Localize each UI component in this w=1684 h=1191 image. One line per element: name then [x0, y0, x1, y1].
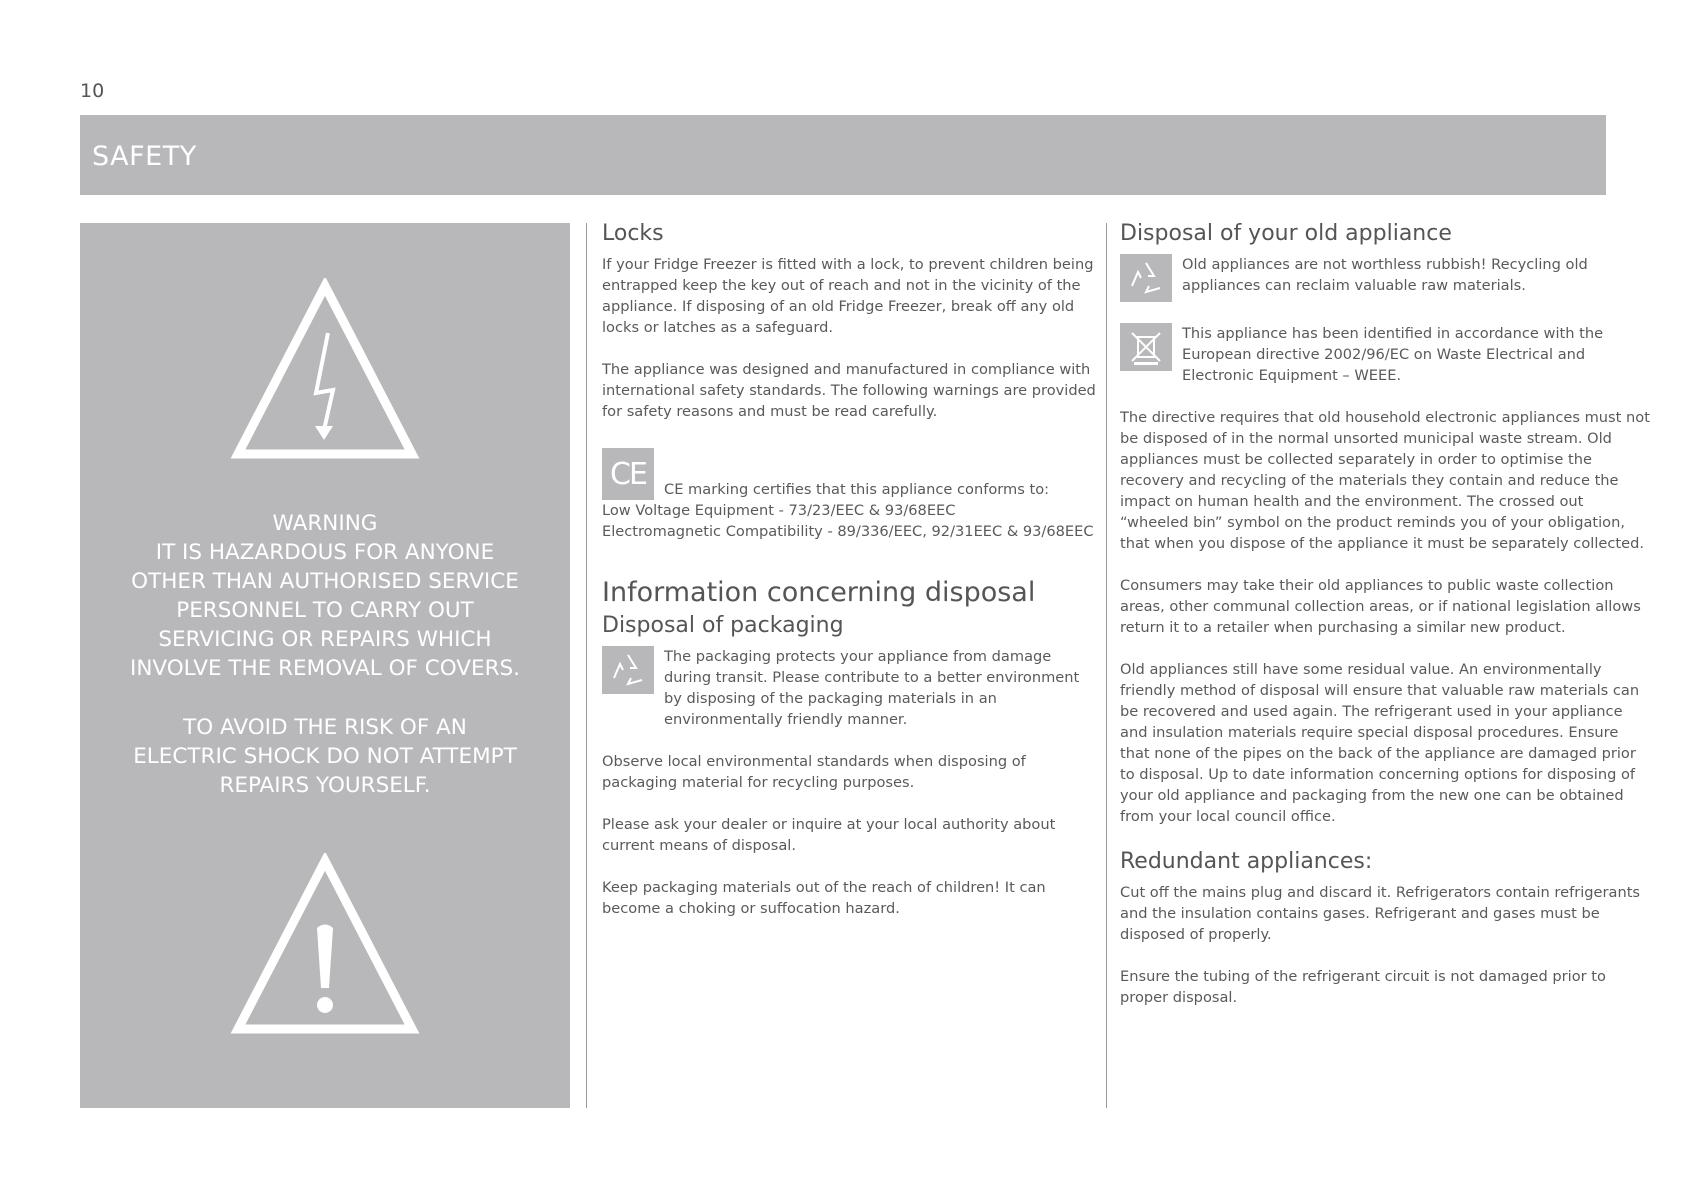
packaging-row — [602, 646, 1100, 730]
redundant-heading: Redundant appliances: — [1120, 849, 1373, 874]
shock-line: TO AVOID THE RISK OF AN — [183, 715, 467, 740]
ce-section — [602, 448, 1100, 542]
column-divider — [586, 223, 587, 1108]
recycle-icon — [1120, 254, 1172, 302]
disposal-heading: Information concerning disposal — [602, 577, 1036, 608]
keep-text: Keep packaging materials out of the reach of children! It can become a choking or suffocation hazard. — [602, 879, 1046, 917]
column-divider — [1106, 223, 1107, 1108]
section-header-band — [80, 115, 1606, 195]
ce-emc: Electromagnetic Compatibility - 89/336/EEC, 92/31EEC & 93/68EEC — [602, 523, 1094, 540]
weee-text: This appliance has been identified in accordance with the European directive 2002/96/EC on Waste Electrical and Electronic Equipment – WEEE. — [1182, 325, 1604, 384]
shock-line: REPAIRS YOURSELF. — [219, 773, 431, 798]
packaging-heading: Disposal of packaging — [602, 613, 844, 638]
warning-panel — [80, 223, 570, 1108]
old-appliance-row — [1120, 254, 1650, 302]
recycle-icon — [602, 646, 654, 694]
old-appliance-text: Old appliances are not worthless rubbish! Recycling old appliances can reclaim valuable raw materials. — [1182, 256, 1588, 294]
observe-text: Observe local environmental standards when disposing of packaging material for recycling purposes. — [602, 753, 1026, 791]
warning-message — [80, 509, 570, 683]
old-appliance-heading: Disposal of your old appliance — [1120, 221, 1452, 246]
weee-row — [1120, 323, 1650, 386]
warning-line: OTHER THAN AUTHORISED SERVICE — [131, 569, 519, 594]
warning-line: PERSONNEL TO CARRY OUT — [176, 598, 474, 623]
ce-mark-icon: CE — [602, 448, 654, 500]
redundant-text: Cut off the mains plug and discard it. Refrigerators contain refrigerants and the insulation contains gases. Refrigerant and gases must be disposed of properly. — [1120, 884, 1641, 943]
directive-text: The directive requires that old household electronic appliances must not be disposed of in the normal unsorted municipal waste stream. Old appliances must be collected separately in order to optimise the recovery and recycling of the materials they contain and reduce the impact on human health and the environment. The crossed out “wheeled bin” symbol on the product reminds you of your obligation, that when you dispose of the appliance it must be separately collected. — [1120, 409, 1650, 552]
locks-heading: Locks — [602, 221, 664, 246]
ce-low-voltage: Low Voltage Equipment - 73/23/EEC & 93/68EEC — [602, 502, 956, 519]
tubing-text: Ensure the tubing of the refrigerant circuit is not damaged prior to proper disposal. — [1120, 968, 1606, 1006]
locks-text: If your Fridge Freezer is fitted with a lock, to prevent children being entrapped keep the key out of reach and not in the vicinity of the appliance. If disposing of an old Fridge Freezer, break off any old locks or latches as a safeguard. — [602, 256, 1094, 336]
consumers-text: Consumers may take their old appliances to public waste collection areas, other communal collection areas, or if national legislation allows return it to a retailer when purchasing a similar new product. — [1120, 577, 1641, 636]
right-column — [1120, 220, 1650, 1029]
warning-line: SERVICING OR REPAIRS WHICH — [158, 627, 492, 652]
page-number: 10 — [80, 80, 105, 102]
compliance-text: The appliance was designed and manufactured in compliance with international safety standards. The following warnings are provided for safety reasons and must be read carefully. — [602, 361, 1096, 420]
electric-hazard-icon — [230, 278, 420, 463]
crossed-bin-icon — [1120, 323, 1172, 371]
residual-text: Old appliances still have some residual value. An environmentally friendly method of disposal will ensure that valuable raw materials can be recovered and used again. The refrigerant used in your appliance and insulation materials require special disposal procedures. Ensure that none of the pipes on the back of the appliance are damaged prior to disposal. Up to date information concerning options for disposing of your old appliance and packaging from the new one can be obtained from your local council office. — [1120, 661, 1640, 825]
shock-message — [80, 713, 570, 800]
warning-line: IT IS HAZARDOUS FOR ANYONE — [155, 540, 495, 565]
exclamation-warning-icon — [230, 853, 420, 1038]
warning-line: INVOLVE THE REMOVAL OF COVERS. — [129, 656, 520, 681]
ce-text: CE marking certifies that this appliance conforms to: — [664, 481, 1050, 498]
warning-line: WARNING — [272, 511, 378, 536]
ask-text: Please ask your dealer or inquire at your local authority about current means of disposal. — [602, 816, 1056, 854]
packaging-text: The packaging protects your appliance from damage during transit. Please contribute to a better environment by disposing of the packaging materials in an environmentally friendly manner. — [664, 648, 1080, 728]
shock-line: ELECTRIC SHOCK DO NOT ATTEMPT — [133, 744, 517, 769]
middle-column — [602, 220, 1100, 940]
section-title: SAFETY — [92, 141, 197, 172]
